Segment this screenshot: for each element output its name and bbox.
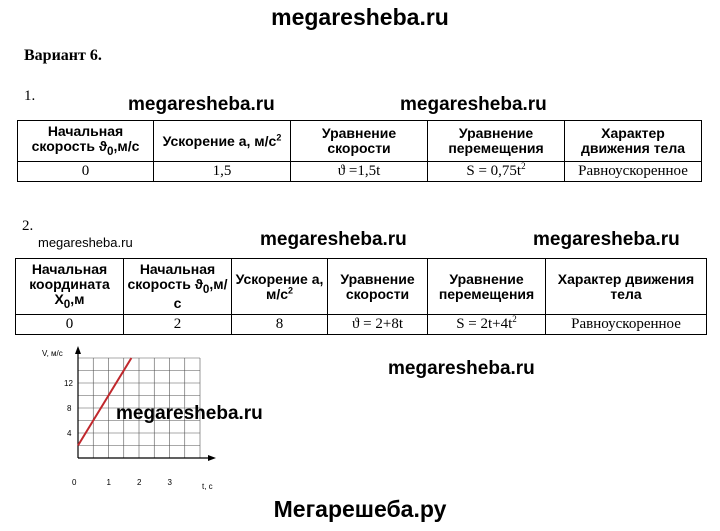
watermark-graph-over: megaresheba.ru bbox=[116, 403, 263, 424]
header-initial-coordinate: Начальная координата $X_0,м$ bbox=[16, 259, 124, 315]
x-tick-label: 0 bbox=[72, 478, 77, 487]
table-row bbox=[18, 162, 702, 182]
x-tick-label: 3 bbox=[167, 478, 172, 487]
header-displacement-equation: Уравнение перемещения bbox=[428, 121, 565, 162]
watermark-t2-mid: megaresheba.ru bbox=[260, 229, 407, 250]
table-header-row bbox=[16, 259, 707, 315]
cell-displacement-equation: $S = 0,75t^2$ bbox=[428, 162, 565, 182]
header-acceleration: Ускорение а, $м/с^2$ bbox=[154, 121, 291, 162]
problem-2-number: 2. bbox=[22, 218, 34, 234]
watermark-t1-left: megaresheba.ru bbox=[128, 94, 275, 115]
cell-velocity-equation: ϑ =1,5t bbox=[291, 162, 428, 182]
cell-initial-velocity: 0 bbox=[18, 162, 154, 182]
header-velocity-equation: Уравнение скорости bbox=[291, 121, 428, 162]
x-axis-label: t, с bbox=[202, 482, 213, 491]
velocity-line bbox=[78, 358, 131, 446]
cell-displacement-equation: $S = 2t+4t^2$ bbox=[428, 315, 546, 335]
cell-acceleration: 1,5 bbox=[154, 162, 291, 182]
header-velocity-equation: Уравнение скорости bbox=[328, 259, 428, 315]
header-motion-type: Характер движения тела bbox=[565, 121, 702, 162]
cell-velocity-equation: ϑ = 2+8t bbox=[328, 315, 428, 335]
problem-2-table bbox=[15, 258, 707, 335]
x-tick-label: 1 bbox=[106, 478, 111, 487]
variant-title: Вариант 6. bbox=[24, 47, 102, 64]
header-displacement-equation: Уравнение перемещения bbox=[428, 259, 546, 315]
watermark-top: megaresheba.ru bbox=[271, 4, 449, 30]
problem-1-table bbox=[17, 120, 702, 182]
cell-motion-type: Равноускоренное bbox=[565, 162, 702, 182]
watermark-t2-small: megaresheba.ru bbox=[38, 235, 133, 250]
x-axis-arrow bbox=[208, 455, 216, 461]
y-axis-label: V, м/с bbox=[42, 349, 63, 358]
header-initial-velocity: Начальная скорость $ϑ_0,м/с$ bbox=[124, 259, 232, 315]
x-tick-label: 2 bbox=[137, 478, 142, 487]
header-initial-velocity: Начальная скорость $ϑ_0,м/с$ bbox=[18, 121, 154, 162]
cell-initial-coordinate: 0 bbox=[16, 315, 124, 335]
watermark-graph-right: megaresheba.ru bbox=[388, 358, 535, 379]
table-header-row bbox=[18, 121, 702, 162]
header-acceleration: Ускорение а, $м/с^2$ bbox=[232, 259, 328, 315]
cell-acceleration: 8 bbox=[232, 315, 328, 335]
y-tick-label: 8 bbox=[67, 404, 72, 413]
y-tick-label: 12 bbox=[64, 379, 73, 388]
watermark-t1-right: megaresheba.ru bbox=[400, 94, 547, 115]
watermark-t2-right: megaresheba.ru bbox=[533, 229, 680, 250]
problem-1-number: 1. bbox=[24, 88, 36, 104]
cell-motion-type: Равноускоренное bbox=[546, 315, 707, 335]
watermark-bottom: Мегарешеба.ру bbox=[273, 496, 447, 522]
header-motion-type: Характер движения тела bbox=[546, 259, 707, 315]
table-row bbox=[16, 315, 707, 335]
cell-initial-velocity: 2 bbox=[124, 315, 232, 335]
y-tick-label: 4 bbox=[67, 429, 72, 438]
y-axis-arrow bbox=[75, 346, 81, 354]
